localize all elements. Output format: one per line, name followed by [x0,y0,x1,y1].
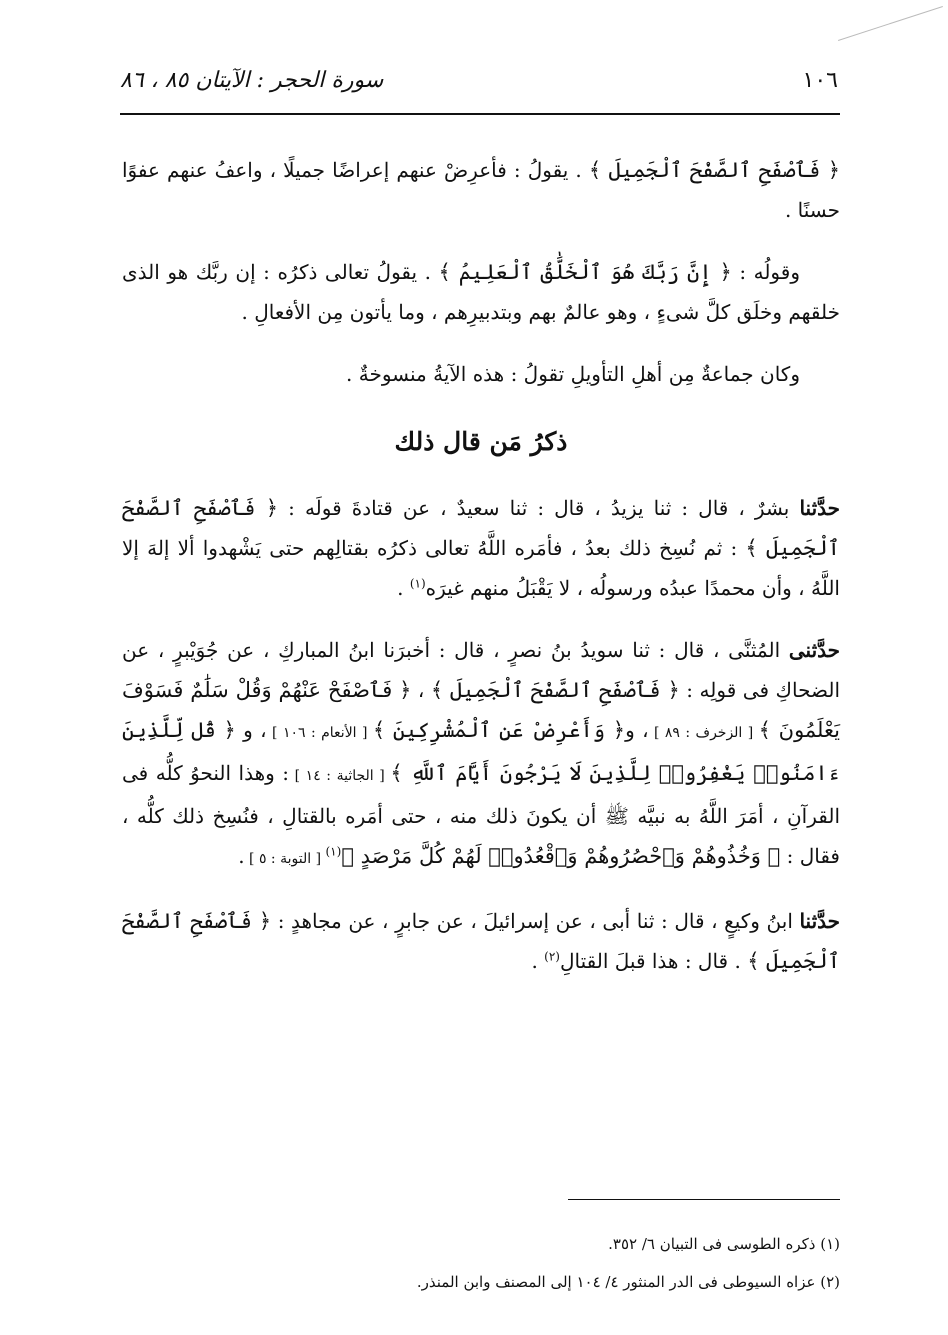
quran-quote: ﴿ وَخُذُوهُمْ وَٱحْصُرُوهُمْ وَٱقْعُدُوا۟ لَهُمْ كُلَّ مَرْصَدٍ ﴾ [341,844,781,868]
quran-quote: ﴿ إِنَّ رَبَّكَ هُوَ ٱلْخَلَّٰقُ ٱلْعَلِيمُ ﴾ [438,260,732,284]
separator: ، [411,678,431,702]
section-title: ذكرُ مَن قال ذلك [394,427,568,456]
quran-quote: ﴿ فَٱصْفَحِ ٱلصَّفْحَ ٱلْجَمِيلَ ﴾ [430,678,680,702]
separator: ، و [625,718,649,742]
paragraph-2 [122,252,840,332]
paragraph-3 [122,354,840,394]
paragraph-text: بشرٌ ، قال : ثنا يزيدُ ، قال : ثنا سعيدٌ ، عن قتادةَ قولَه : [278,496,800,520]
paragraph-6 [122,901,840,981]
footnote-2: (٢) عزاه السيوطى فى الدر المنثور ٤/ ١٠٤ إلى المصنف وابن المنذر. [416,1273,840,1291]
paragraph-text: . يقولُ : فأعرِضْ عنهم إعراضًا جميلًا ، واعفُ عنهم عفوًا حسنًا . [122,158,840,222]
quran-quote: ﴿ فَٱصْفَحِ ٱلصَّفْحَ ٱلْجَمِيلَ ﴾ [122,909,840,973]
narration-lead: حدَّثنى [788,638,840,662]
footnote-marker: (١) [409,576,426,591]
running-header [120,58,838,102]
quran-quote: ﴿ فَٱصْفَحِ ٱلصَّفْحَ ٱلْجَمِيلَ ﴾ [122,496,840,560]
verse-reference: [ الأنعام : ١٠٦ ] [266,725,373,741]
paragraph-end: . [531,949,545,973]
quran-quote: ﴿ قُل لِّلَّذِينَ ءَامَنُوا۟ يَغْفِرُوا۟ لِلَّذِينَ لَا يَرْجُونَ أَيَّامَ ٱللَّهِ ﴾ [122,718,840,785]
paragraph-end: . [397,576,410,600]
paragraph-lead: وقولُه : [731,260,800,284]
paragraph-text: . يقولُ تعالى ذكرُه : إن ربَّك هو الذى خلقهم وخلَق كلَّ شىءٍ ، وهو عالمٌ بهم وبتدبيرِهم ، وما يأتون مِن الأفعالِ . [122,260,840,324]
paragraph-text: . قال : هذا قبلَ القتالِ [559,949,748,973]
scan-corner-mark [838,6,943,41]
footnotes [122,1225,840,1301]
page-number: ١٠٦ [802,67,838,93]
main-text [122,150,840,1003]
verse-reference: [ الزخرف : ٨٩ ] [648,725,759,741]
paragraph-text: المُثنَّى ، قال : ثنا سويدُ بنُ نصرٍ ، قال : أخبرَنا ابنُ المباركِ ، عن جُوَيْبرٍ ، عن الضحاكِ فى قولِه : [122,638,841,702]
paragraph-text: : وهذا النحوُ كلُّه فى القرآنِ ، أمَرَ اللَّهُ به نبيَّه ﷺ أن يكونَ ذلك منه ، حتى أمَره بالقتالِ ، فنُسِخ ذلك كلُّه ، فقال : [122,761,840,868]
narration-lead: حدَّثنا [799,909,841,933]
paragraph-4 [122,488,840,608]
paragraph-1 [122,150,840,230]
paragraph-text: وكان جماعةٌ مِن أهلِ التأويلِ تقولُ : هذه الآيةُ منسوخةٌ . [346,362,800,386]
verse-reference: [ الجاثية : ١٤ ] [289,768,391,784]
paragraph-5 [122,630,840,879]
paragraph-text: ابنُ وكيعٍ ، قال : ثنا أبى ، عن إسرائيلَ ، عن جابرٍ ، عن مجاهدٍ : [271,909,800,933]
paragraph-text: : ثم نُسِخ ذلك بعدُ ، فأمَره اللَّهُ تعالى ذكرُه بقتالِهم حتى يَشْهدوا ألا إلهَ إلا اللَّهُ ، وأن محمدًا عبدُه ورسولُه ، لا يَقْبَلُ منهم غيرَه [122,536,840,600]
footnote-rule [568,1199,840,1200]
header-title: سورة الحجر : الآيتان ٨٥ ، ٨٦ [120,67,384,93]
footnote-marker: (٢) [544,949,560,964]
separator: ، و [235,718,267,742]
header-rule [120,113,840,115]
narration-lead: حدَّثنا [799,496,840,520]
verse-reference: [ التوبة : ٥ ] [244,851,326,867]
paragraph-end: . [238,844,245,868]
footnote-marker: (١) [325,844,342,859]
quran-quote: ﴿ فَٱصْفَحِ ٱلصَّفْحَ ٱلْجَمِيلَ ﴾ [588,158,841,182]
quran-quote: ﴿ وَأَعْرِضْ عَنِ ٱلْمُشْرِكِينَ ﴾ [372,718,626,742]
quran-quote: ﴿ فَٱصْفَحْ عَنْهُمْ وَقُلْ سَلَٰمٌ فَسَوْفَ يَعْلَمُونَ ﴾ [122,678,840,742]
footnote-1: (١) ذكره الطوسى فى التبيان ٦/ ٣٥٢. [608,1235,840,1253]
